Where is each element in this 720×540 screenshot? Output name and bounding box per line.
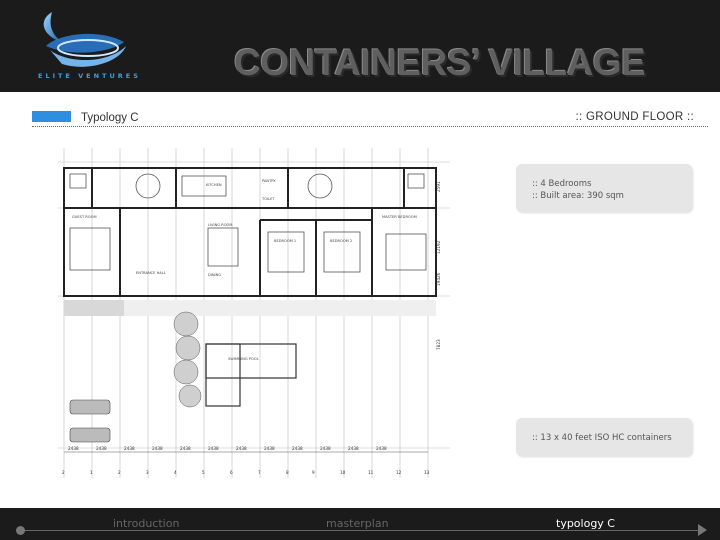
nav-arrow-right-icon[interactable]: [698, 524, 707, 536]
swimming-pool: [206, 344, 296, 378]
svg-text:2438: 2438: [376, 446, 387, 451]
svg-text:19426: 19426: [436, 272, 441, 286]
svg-text:6: 6: [230, 470, 233, 475]
dimension-row: [68, 446, 387, 451]
svg-text:2438: 2438: [208, 446, 219, 451]
svg-text:4: 4: [174, 470, 177, 475]
header-bar: [0, 0, 720, 92]
nav-typology-c[interactable]: typology C: [556, 517, 615, 530]
svg-text:12: 12: [396, 470, 402, 475]
svg-text:2438: 2438: [180, 446, 191, 451]
room-label-pantry: PANTRY: [262, 179, 276, 183]
svg-text:1: 1: [90, 470, 93, 475]
svg-text:7823: 7823: [436, 339, 441, 350]
room-label-toilet: TOILET: [262, 197, 275, 201]
svg-text:9: 9: [312, 470, 315, 475]
svg-text:2438: 2438: [348, 446, 359, 451]
svg-text:13: 13: [424, 470, 430, 475]
svg-text:2: 2: [118, 470, 121, 475]
svg-text:8: 8: [286, 470, 289, 475]
floor-label: :: GROUND FLOOR ::: [575, 111, 694, 123]
room-label-bedroom-2: BEDROOM 2: [330, 239, 353, 243]
divider: [32, 126, 708, 127]
svg-text:2591: 2591: [436, 181, 441, 192]
svg-text:3: 3: [146, 470, 149, 475]
info-box-summary: [516, 164, 692, 212]
axis-numbers: [62, 470, 430, 475]
nav-masterplan[interactable]: masterplan: [326, 517, 389, 530]
svg-text:2438: 2438: [68, 446, 79, 451]
info-containers: :: 13 x 40 feet ISO HC containers: [532, 433, 672, 443]
room-label-bedroom-1: BEDROOM 1: [274, 239, 297, 243]
svg-text:11: 11: [368, 470, 374, 475]
floor-plan: [58, 148, 450, 484]
room-label-kitchen: KITCHEN: [206, 183, 222, 187]
pool-deck: [206, 344, 240, 406]
footer-nav: [0, 508, 720, 540]
svg-text:2438: 2438: [320, 446, 331, 451]
footer-line: [22, 530, 698, 531]
room-label-dining: DINING: [208, 273, 222, 277]
svg-text:2438: 2438: [236, 446, 247, 451]
trees: [174, 312, 201, 407]
logo-text: ELITE VENTURES: [38, 72, 141, 80]
room-label-guest-room: GUEST ROOM: [72, 215, 97, 219]
room-label-entrance: ENTRANCE HALL: [136, 271, 166, 275]
typology-label: Typology C: [81, 112, 139, 124]
svg-text:10: 10: [340, 470, 346, 475]
terrace-hatch: [64, 300, 124, 316]
info-box-containers: [516, 418, 692, 456]
svg-text:12192: 12192: [436, 240, 441, 254]
terrace-deck: [124, 300, 436, 316]
nav-start-dot-icon: [16, 526, 25, 535]
svg-text:2438: 2438: [96, 446, 107, 451]
svg-text:2438: 2438: [264, 446, 275, 451]
accent-bar: [32, 111, 71, 122]
page-title: CONTAINERS’ VILLAGE: [234, 42, 646, 83]
svg-text:2: 2: [62, 470, 65, 475]
svg-text:7: 7: [258, 470, 261, 475]
parked-cars: [70, 400, 110, 442]
svg-text:2438: 2438: [292, 446, 303, 451]
svg-text:5: 5: [202, 470, 205, 475]
info-built-area: :: Built area: 390 sqm: [532, 191, 624, 201]
svg-text:2438: 2438: [152, 446, 163, 451]
room-label-living: LIVING ROOM: [208, 223, 233, 227]
svg-text:2438: 2438: [124, 446, 135, 451]
nav-introduction[interactable]: introduction: [113, 517, 180, 530]
room-label-master-bedroom: MASTER BEDROOM: [382, 215, 417, 219]
room-label-pool: SWIMMING POOL: [228, 357, 259, 361]
info-bedrooms: :: 4 Bedrooms: [532, 179, 592, 189]
